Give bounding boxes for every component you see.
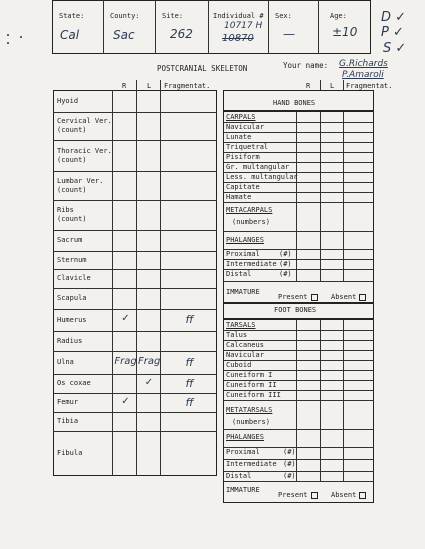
carpals-header: CARPALS: [226, 113, 256, 121]
cell-r[interactable]: Frag: [114, 355, 137, 367]
col-divider: [296, 429, 297, 481]
phalanx-label: Proximal: [226, 250, 260, 258]
row-divider: [53, 412, 217, 413]
bone-label: Ribs: [57, 206, 74, 214]
col-divider: [343, 400, 344, 429]
absent-checkbox[interactable]: [359, 492, 366, 499]
absent-label: Absent: [331, 293, 357, 301]
bone-label: Sternum: [57, 255, 87, 264]
bone-label: Thoracic Ver.: [57, 146, 112, 155]
metatarsals-sub: (numbers): [232, 418, 270, 426]
col-frag-left: Fragmentat.: [164, 82, 211, 90]
col-divider: [296, 320, 297, 400]
binder-dot: [7, 34, 9, 36]
phalanx-label: Proximal: [226, 448, 260, 456]
row-divider: [223, 481, 374, 482]
carpal-label: Capitate: [226, 183, 260, 191]
individual-struck-value: 10870: [222, 33, 254, 44]
col-divider: [320, 429, 321, 481]
tarsal-label: Talus: [226, 331, 248, 339]
present-label: Present: [278, 293, 308, 301]
metacarpals-sub: (numbers): [232, 218, 270, 226]
tarsal-label: Cuboid: [226, 361, 252, 369]
margin-note-p: P ✓: [381, 25, 404, 40]
col-divider: [343, 231, 344, 281]
bone-label: Scapula: [57, 294, 87, 302]
bone-label: (count): [57, 155, 87, 164]
bone-label: Radius: [57, 336, 83, 345]
bone-label: Ulna: [57, 358, 74, 366]
row-divider: [53, 171, 217, 172]
individual-value[interactable]: 10717 H: [224, 21, 263, 31]
age-label: Age:: [330, 12, 347, 20]
bone-label: Tibia: [57, 417, 79, 425]
col-divider: [320, 320, 321, 400]
row-divider: [53, 251, 217, 252]
tarsal-label: Cuneiform II: [226, 381, 277, 389]
col-r-right: R: [306, 82, 311, 90]
bone-label: Clavicle: [57, 274, 91, 282]
row-divider: [53, 230, 217, 231]
bone-label: Lumbar Ver.: [57, 176, 104, 185]
bone-label: (count): [57, 215, 87, 223]
row-divider: [53, 200, 217, 201]
sex-value[interactable]: —: [283, 27, 295, 41]
row-divider: [53, 393, 217, 394]
individual-label: Individual #: [213, 12, 264, 20]
bone-label: (count): [57, 126, 87, 134]
bone-label: (count): [57, 185, 87, 194]
bone-label: Femur: [57, 398, 79, 406]
your-name-value-2[interactable]: P.Amaroli: [342, 70, 384, 80]
col-l-left: L: [147, 82, 152, 90]
carpal-label: Navicular: [226, 123, 264, 131]
hand-phalanges-header: PHALANGES: [226, 236, 264, 244]
phalanx-count: (#): [283, 460, 296, 468]
row-divider: [53, 374, 217, 375]
margin-note-d: D ✓: [381, 10, 407, 25]
foot-present-option[interactable]: [278, 491, 318, 499]
col-frag-right: Fragmentat.: [346, 82, 393, 90]
col-divider: [343, 320, 344, 400]
cell-frag[interactable]: ff: [185, 376, 194, 390]
state-label: State:: [59, 12, 85, 20]
header-box: [52, 0, 371, 54]
row-divider: [53, 112, 217, 113]
carpal-label: Lunate: [226, 133, 252, 141]
present-label: Present: [278, 491, 308, 499]
foot-phalanges-header: PHALANGES: [226, 433, 264, 441]
your-name-value-1[interactable]: G.Richards: [339, 59, 388, 69]
phalanx-label: Intermediate: [226, 260, 277, 268]
present-checkbox[interactable]: [311, 294, 318, 301]
carpal-label: Gr. multangular: [226, 163, 290, 171]
phalanx-count: (#): [279, 260, 292, 268]
col-divider: [343, 112, 344, 202]
tarsal-label: Navicular: [226, 351, 264, 359]
tarsals-header: TARSALS: [226, 321, 256, 329]
col-divider: [320, 400, 321, 429]
cell-l[interactable]: ✓: [144, 376, 154, 388]
binder-dot: [20, 36, 22, 38]
row-divider: [223, 110, 374, 112]
cell-frag[interactable]: ff: [185, 313, 194, 326]
row-divider: [223, 281, 374, 282]
row-divider: [223, 302, 374, 304]
present-checkbox[interactable]: [311, 492, 318, 499]
foot-bones-title: FOOT BONES: [274, 306, 317, 314]
bone-label: Cervical Ver.: [57, 117, 112, 125]
col-divider: [343, 202, 344, 231]
bone-label: Os coxae: [57, 379, 91, 387]
sex-label: Sex:: [275, 12, 292, 20]
state-value[interactable]: Cal: [60, 28, 80, 42]
phalanx-label: Distal: [226, 270, 252, 278]
col-l-right: L: [330, 82, 335, 90]
hand-bones-title: HAND BONES: [273, 99, 316, 107]
absent-label: Absent: [331, 491, 357, 499]
col-divider: [343, 429, 344, 481]
phalanx-count: (#): [279, 250, 292, 258]
row-divider: [223, 202, 374, 203]
foot-immature-label: IMMATURE: [226, 486, 260, 494]
col-divider: [320, 112, 321, 202]
col-divider: [296, 231, 297, 281]
row-divider: [53, 431, 217, 432]
phalanx-label: Distal: [226, 472, 252, 480]
bone-label: Hyoid: [57, 96, 79, 105]
bone-label: Fibula: [57, 449, 83, 457]
col-divider: [296, 112, 297, 202]
row-divider: [223, 318, 374, 320]
hand-present-option[interactable]: [278, 293, 318, 301]
bone-label: Sacrum: [57, 236, 83, 244]
col-r-left: R: [122, 82, 127, 90]
row-divider: [53, 351, 217, 352]
site-label: Site:: [162, 12, 184, 20]
row-divider: [223, 231, 374, 232]
phalanx-label: Intermediate: [226, 460, 277, 468]
page-title: POSTCRANIAL SKELETON: [157, 64, 248, 73]
phalanx-count: (#): [279, 270, 292, 278]
row-divider: [53, 288, 217, 289]
age-value[interactable]: ±10: [332, 25, 358, 39]
metatarsals-header: METATARSALS: [226, 406, 273, 414]
cell-frag[interactable]: ff: [185, 355, 194, 369]
bone-label: Humerus: [57, 315, 87, 324]
hand-immature-label: IMMATURE: [226, 288, 260, 296]
cell-frag[interactable]: ff: [185, 395, 194, 409]
row-divider: [223, 400, 374, 401]
carpal-label: Triquetral: [226, 143, 269, 151]
county-value[interactable]: Sac: [113, 28, 135, 42]
carpal-label: Less. multangular: [226, 173, 298, 181]
col-divider: [320, 202, 321, 231]
county-label: County:: [110, 12, 140, 20]
metacarpals-header: METACARPALS: [226, 206, 273, 214]
your-name-label: Your name:: [283, 61, 329, 70]
site-value[interactable]: 262: [170, 27, 193, 41]
row-divider: [53, 140, 217, 141]
row-divider: [53, 269, 217, 270]
tarsal-label: Cuneiform III: [226, 391, 281, 399]
cell-r[interactable]: ✓: [121, 395, 130, 407]
carpal-label: Hamate: [226, 193, 252, 201]
col-divider: [320, 231, 321, 281]
cell-r[interactable]: ✓: [121, 313, 130, 324]
col-divider: [296, 202, 297, 231]
row-divider: [53, 309, 217, 310]
cell-l[interactable]: Frag: [138, 355, 161, 367]
margin-note-s: S ✓: [383, 41, 407, 56]
col-divider: [296, 400, 297, 429]
row-divider: [223, 429, 374, 430]
foot-absent-option[interactable]: [331, 491, 366, 499]
hand-absent-option[interactable]: [331, 293, 366, 301]
tarsal-label: Cuneiform I: [226, 371, 273, 379]
phalanx-count: (#): [283, 448, 296, 456]
tarsal-label: Calcaneus: [226, 341, 264, 349]
row-divider: [53, 331, 217, 332]
absent-checkbox[interactable]: [359, 294, 366, 301]
phalanx-count: (#): [283, 472, 296, 480]
binder-dot: [7, 42, 9, 44]
carpal-label: Pisiform: [226, 153, 260, 161]
